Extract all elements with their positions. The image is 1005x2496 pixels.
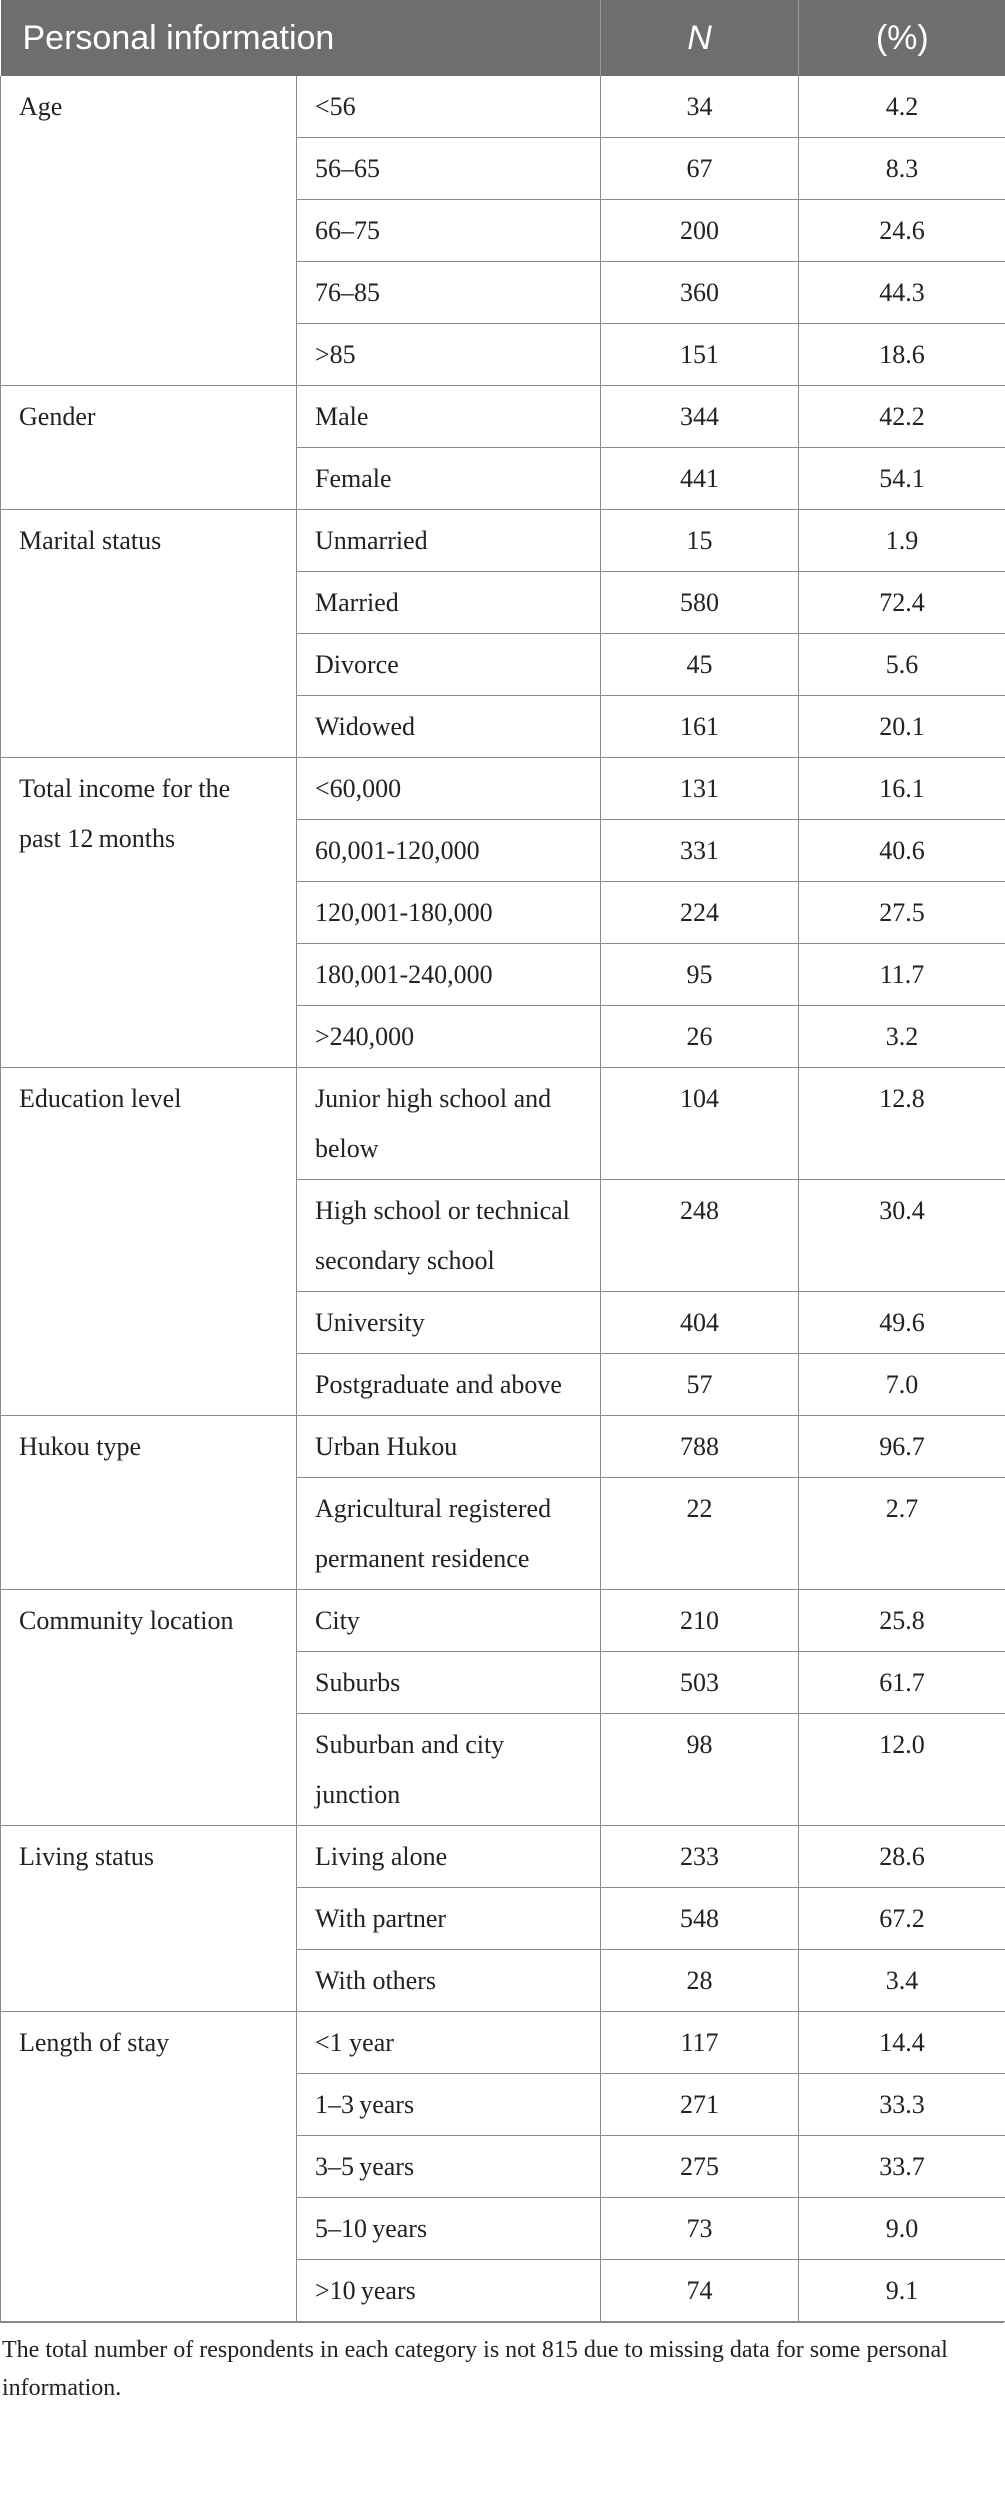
table-row: [1, 386, 1005, 448]
count-cell: 788: [601, 1416, 799, 1478]
subcategory-cell: Suburbs: [297, 1652, 601, 1714]
count-cell: 580: [601, 572, 799, 634]
percent-cell: 2.7: [799, 1478, 1005, 1590]
count-cell: 117: [601, 2012, 799, 2074]
subcategory-cell: Urban Hukou: [297, 1416, 601, 1478]
percent-cell: 16.1: [799, 758, 1005, 820]
subcategory-cell: Junior high school and below: [297, 1068, 601, 1180]
count-cell: 271: [601, 2074, 799, 2136]
percent-cell: 30.4: [799, 1180, 1005, 1292]
subcategory-cell: 60,001-120,000: [297, 820, 601, 882]
percent-cell: 11.7: [799, 944, 1005, 1006]
count-cell: 275: [601, 2136, 799, 2198]
subcategory-cell: <1 year: [297, 2012, 601, 2074]
subcategory-cell: 5–10 years: [297, 2198, 601, 2260]
count-cell: 151: [601, 324, 799, 386]
count-cell: 57: [601, 1354, 799, 1416]
percent-cell: 54.1: [799, 448, 1005, 510]
count-cell: 404: [601, 1292, 799, 1354]
subcategory-cell: >10 years: [297, 2260, 601, 2322]
percent-cell: 7.0: [799, 1354, 1005, 1416]
subcategory-cell: With partner: [297, 1888, 601, 1950]
subcategory-cell: 120,001-180,000: [297, 882, 601, 944]
count-cell: 73: [601, 2198, 799, 2260]
percent-cell: 67.2: [799, 1888, 1005, 1950]
count-cell: 210: [601, 1590, 799, 1652]
percent-cell: 3.4: [799, 1950, 1005, 2012]
table-row: [1, 1826, 1005, 1888]
category-cell: Marital status: [1, 510, 297, 758]
count-cell: 74: [601, 2260, 799, 2322]
count-cell: 26: [601, 1006, 799, 1068]
subcategory-cell: <60,000: [297, 758, 601, 820]
count-cell: 95: [601, 944, 799, 1006]
subcategory-cell: University: [297, 1292, 601, 1354]
category-cell: Total income for the past 12 months: [1, 758, 297, 1068]
subcategory-cell: High school or technical secondary school: [297, 1180, 601, 1292]
subcategory-cell: 66–75: [297, 200, 601, 262]
subcategory-cell: >85: [297, 324, 601, 386]
category-cell: Living status: [1, 1826, 297, 2012]
percent-cell: 49.6: [799, 1292, 1005, 1354]
subcategory-cell: Unmarried: [297, 510, 601, 572]
count-cell: 224: [601, 882, 799, 944]
subcategory-cell: Divorce: [297, 634, 601, 696]
table-row: [1, 510, 1005, 572]
category-cell: Hukou type: [1, 1416, 297, 1590]
count-cell: 548: [601, 1888, 799, 1950]
header-percent: (%): [799, 0, 1005, 76]
subcategory-cell: Living alone: [297, 1826, 601, 1888]
subcategory-cell: 1–3 years: [297, 2074, 601, 2136]
subcategory-cell: 76–85: [297, 262, 601, 324]
subcategory-cell: >240,000: [297, 1006, 601, 1068]
count-cell: 200: [601, 200, 799, 262]
percent-cell: 20.1: [799, 696, 1005, 758]
percent-cell: 24.6: [799, 200, 1005, 262]
percent-cell: 96.7: [799, 1416, 1005, 1478]
count-cell: 15: [601, 510, 799, 572]
count-cell: 34: [601, 76, 799, 138]
percent-cell: 72.4: [799, 572, 1005, 634]
subcategory-cell: Agricultural registered permanent residence: [297, 1478, 601, 1590]
percent-cell: 12.8: [799, 1068, 1005, 1180]
count-cell: 161: [601, 696, 799, 758]
percent-cell: 61.7: [799, 1652, 1005, 1714]
percent-cell: 25.8: [799, 1590, 1005, 1652]
percent-cell: 42.2: [799, 386, 1005, 448]
table-footnote: The total number of respondents in each category is not 815 due to missing data for some personal information.: [0, 2322, 1004, 2407]
percent-cell: 27.5: [799, 882, 1005, 944]
table-row: [1, 76, 1005, 138]
category-cell: Age: [1, 76, 297, 386]
subcategory-cell: City: [297, 1590, 601, 1652]
count-cell: 248: [601, 1180, 799, 1292]
subcategory-cell: Male: [297, 386, 601, 448]
subcategory-cell: Female: [297, 448, 601, 510]
subcategory-cell: With others: [297, 1950, 601, 2012]
percent-cell: 18.6: [799, 324, 1005, 386]
subcategory-cell: Postgraduate and above: [297, 1354, 601, 1416]
percent-cell: 3.2: [799, 1006, 1005, 1068]
count-cell: 67: [601, 138, 799, 200]
count-cell: 131: [601, 758, 799, 820]
subcategory-cell: Widowed: [297, 696, 601, 758]
table-header-row: [1, 0, 1005, 76]
category-cell: Gender: [1, 386, 297, 510]
header-n: N: [601, 0, 799, 76]
table-body: [1, 76, 1005, 2322]
subcategory-cell: <56: [297, 76, 601, 138]
subcategory-cell: 3–5 years: [297, 2136, 601, 2198]
table-row: [1, 1416, 1005, 1478]
count-cell: 22: [601, 1478, 799, 1590]
percent-cell: 14.4: [799, 2012, 1005, 2074]
subcategory-cell: 56–65: [297, 138, 601, 200]
percent-cell: 5.6: [799, 634, 1005, 696]
subcategory-cell: 180,001-240,000: [297, 944, 601, 1006]
percent-cell: 9.0: [799, 2198, 1005, 2260]
table-row: [1, 1068, 1005, 1180]
count-cell: 503: [601, 1652, 799, 1714]
percent-cell: 28.6: [799, 1826, 1005, 1888]
category-cell: Length of stay: [1, 2012, 297, 2322]
count-cell: 344: [601, 386, 799, 448]
table-row: [1, 758, 1005, 820]
percent-cell: 4.2: [799, 76, 1005, 138]
table-row: [1, 1590, 1005, 1652]
count-cell: 441: [601, 448, 799, 510]
percent-cell: 8.3: [799, 138, 1005, 200]
percent-cell: 40.6: [799, 820, 1005, 882]
table-row: [1, 2012, 1005, 2074]
count-cell: 233: [601, 1826, 799, 1888]
count-cell: 104: [601, 1068, 799, 1180]
count-cell: 45: [601, 634, 799, 696]
percent-cell: 12.0: [799, 1714, 1005, 1826]
percent-cell: 9.1: [799, 2260, 1005, 2322]
header-personal-information: Personal information: [1, 0, 601, 76]
percent-cell: 33.7: [799, 2136, 1005, 2198]
percent-cell: 1.9: [799, 510, 1005, 572]
percent-cell: 44.3: [799, 262, 1005, 324]
count-cell: 28: [601, 1950, 799, 2012]
count-cell: 360: [601, 262, 799, 324]
subcategory-cell: Suburban and city junction: [297, 1714, 601, 1826]
category-cell: Community location: [1, 1590, 297, 1826]
count-cell: 98: [601, 1714, 799, 1826]
count-cell: 331: [601, 820, 799, 882]
percent-cell: 33.3: [799, 2074, 1005, 2136]
subcategory-cell: Married: [297, 572, 601, 634]
category-cell: Education level: [1, 1068, 297, 1416]
